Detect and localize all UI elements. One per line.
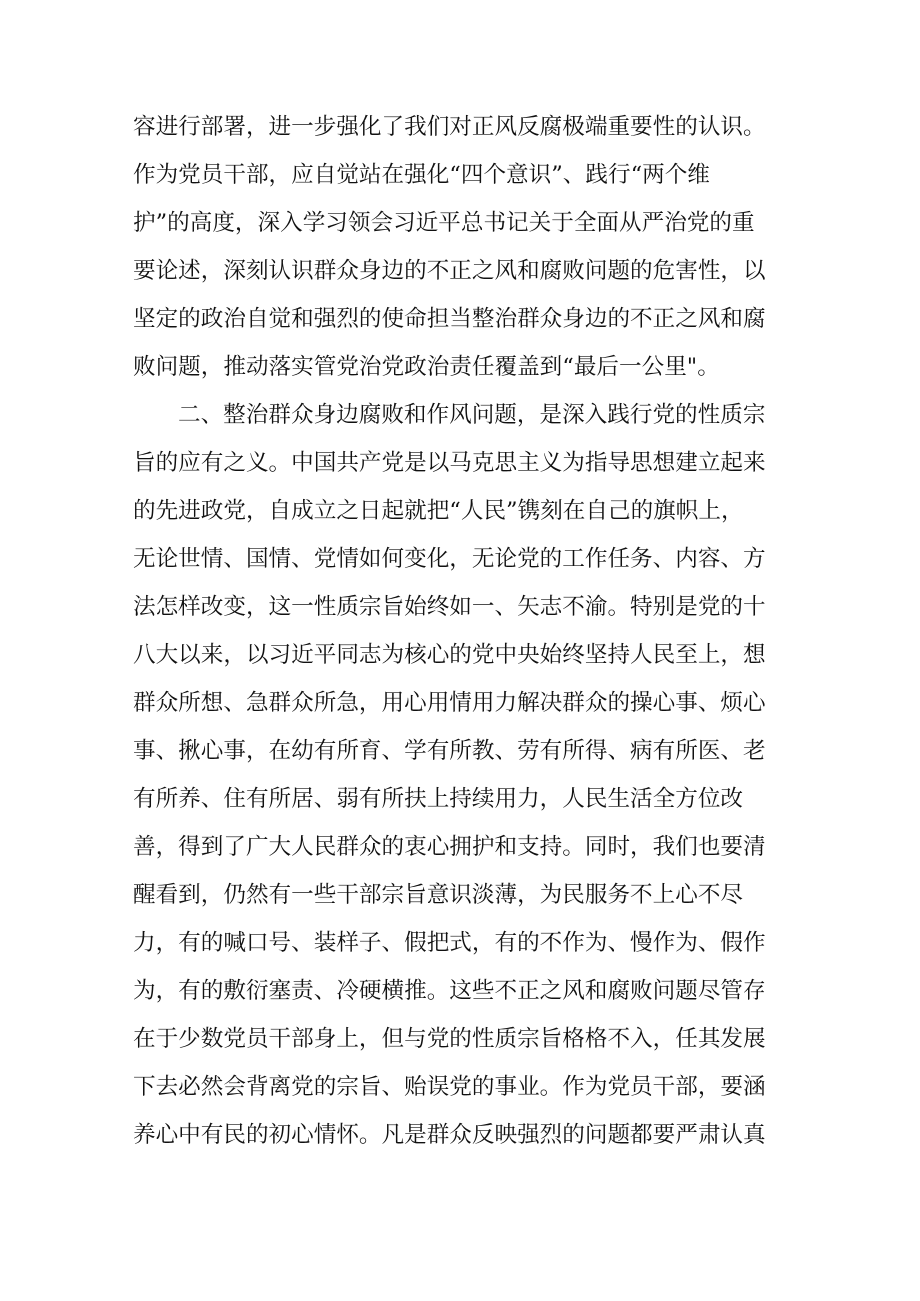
text-line: 有所养、住有所居、弱有所扶上持续用力，人民生活全方位改 bbox=[133, 786, 744, 812]
text-line: 旨的应有之义。中国共产党是以马克思主义为指导思想建立起来 bbox=[133, 450, 766, 476]
text-line: 要论述，深刻认识群众身边的不正之风和腐败问题的危害性，以 bbox=[133, 258, 766, 284]
text-line: 法怎样改变，这一性质宗旨始终如一、矢志不渝。特别是党的十 bbox=[133, 594, 766, 620]
text-line: 下去必然会背离党的宗旨、贻误党的事业。作为党员干部，要涵 bbox=[133, 1074, 766, 1100]
text-line: 养心中有民的初心情怀。凡是群众反映强烈的问题都要严肃认真 bbox=[133, 1122, 766, 1148]
text-line: 善，得到了广大人民群众的衷心拥护和支持。同时，我们也要清 bbox=[133, 834, 766, 860]
text-line: 护”的高度，深入学习领会习近平总书记关于全面从严治党的重 bbox=[133, 210, 755, 236]
text-line: 八大以来，以习近平同志为核心的党中央始终坚持人民至上，想 bbox=[133, 642, 766, 668]
text-line: 事、揪心事，在幼有所育、学有所教、劳有所得、病有所医、老 bbox=[133, 738, 766, 764]
paragraph-heading-line: 二、整治群众身边腐败和作风问题，是深入践行党的性质宗 bbox=[178, 402, 766, 428]
text-line: 坚定的政治自觉和强烈的使命担当整治群众身边的不正之风和腐 bbox=[133, 306, 766, 332]
text-line: 群众所想、急群众所急，用心用情用力解决群众的操心事、烦心 bbox=[133, 690, 766, 716]
text-line: 作为党员干部，应自觉站在强化“四个意识”、践行“两个维 bbox=[133, 162, 710, 188]
text-line: 为，有的敷衍塞责、冷硬横推。这些不正之风和腐败问题尽管存 bbox=[133, 978, 766, 1004]
text-line: 败问题，推动落实管党治党政治责任覆盖到“最后一公里"。 bbox=[133, 354, 720, 380]
text-line: 的先进政党，自成立之日起就把“人民”镌刻在自己的旗帜上， bbox=[133, 498, 744, 524]
text-line: 在于少数党员干部身上，但与党的性质宗旨格格不入，任其发展 bbox=[133, 1026, 766, 1052]
text-line: 醒看到，仍然有一些干部宗旨意识淡薄，为民服务不上心不尽 bbox=[133, 882, 744, 908]
text-line: 容进行部署，进一步强化了我们对正风反腐极端重要性的认识。 bbox=[133, 114, 766, 140]
text-line: 无论世情、国情、党情如何变化，无论党的工作任务、内容、方 bbox=[133, 546, 766, 572]
text-line: 力，有的喊口号、装样子、假把式，有的不作为、慢作为、假作 bbox=[133, 930, 766, 956]
